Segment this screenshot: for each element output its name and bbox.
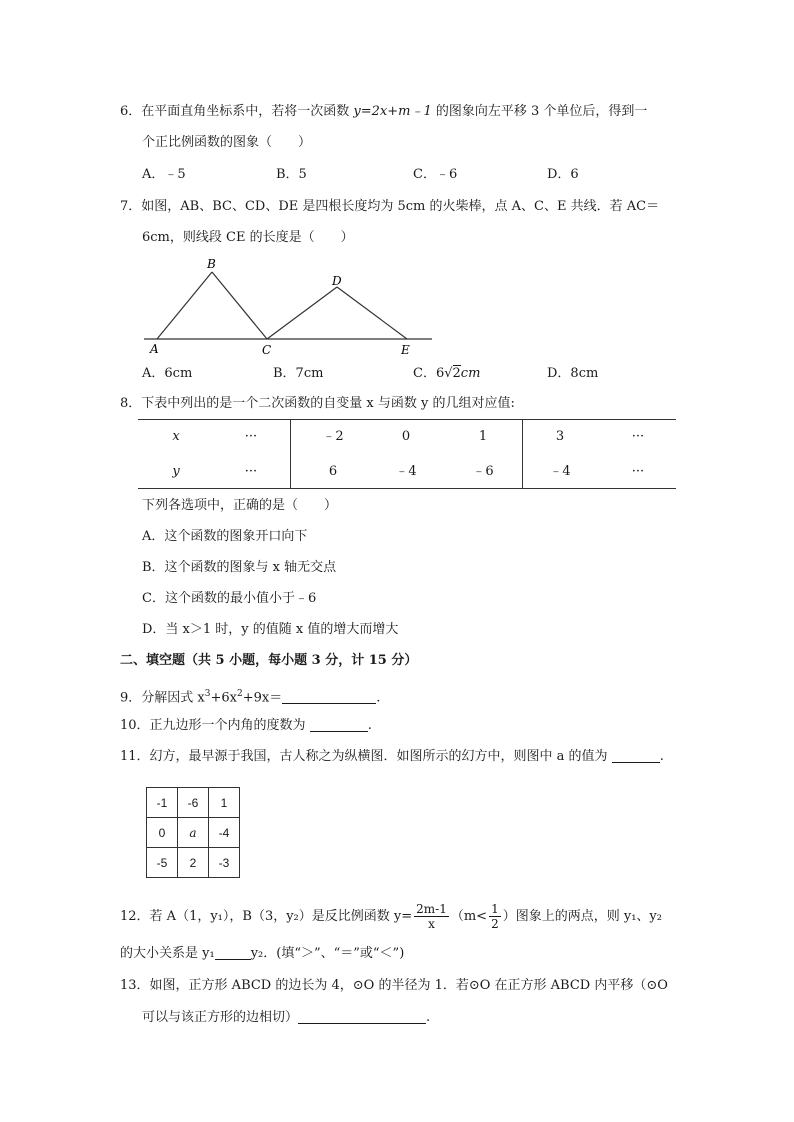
q8-prompt: 下列各选项中，正确的是（ ） (142, 498, 338, 513)
q12-frac-numerator: 2m-1 (416, 902, 447, 916)
magic-square-cell: -4 (209, 818, 240, 848)
magic-square-cell: 1 (209, 788, 240, 818)
section-heading: 二、填空题（共 5 小题，每小题 3 分，计 15 分） (120, 653, 418, 668)
table-cell: ﹣4 (395, 464, 417, 479)
q13-line1: 13．如图，正方形 ABCD 的边长为 4，⊙O 的半径为 1．若⊙O 在正方形 ABCD 内平移（⊙O (120, 978, 668, 993)
magic-square-cell: -5 (147, 848, 178, 878)
q9-answer-blank[interactable] (282, 689, 376, 704)
segment-ab (157, 272, 212, 339)
q7-option-d: D．8cm (547, 366, 599, 381)
q10-period: . (367, 718, 372, 733)
q6-text-post: 的图象向左平移 3 个单位后，得到一 (431, 104, 648, 119)
q12-line2 (120, 945, 404, 963)
label-c: C (262, 343, 272, 357)
q13-text: 可以与该正方形的边相切） (142, 1010, 299, 1025)
q12-text-post: ）图象上的两点，则 y₁、y₂ (502, 909, 662, 924)
segment-de (337, 287, 407, 339)
table-divider-2 (522, 419, 523, 489)
q7-option-c-radicand: 2 (452, 366, 461, 381)
q11-answer-blank[interactable] (612, 748, 660, 763)
label-d: D (332, 274, 342, 288)
q6-option-b: B．5 (276, 167, 307, 182)
table-cell: 3 (555, 429, 565, 444)
q6-text: 6．在平面直角坐标系中，若将一次函数 (120, 104, 354, 119)
table-divider-1 (290, 419, 291, 489)
q8-option-b: B．这个函数的图象与 x 轴无交点 (142, 560, 337, 575)
q7-line1: 7．如图，AB、BC、CD、DE 是四根长度均为 5cm 的火柴棒，点 A、C、E 共线．若 AC＝ (120, 199, 660, 214)
q12-text-line2-post: y₂．(填“＞”、“＝”或“＜”) (250, 946, 405, 961)
q12-frac-denominator: x (428, 917, 435, 931)
q8-option-a: A．这个函数的图象开口向下 (142, 529, 308, 544)
table-bottom-rule (138, 488, 676, 489)
q12-answer-blank[interactable] (215, 945, 251, 960)
q12-line1 (120, 900, 662, 934)
q7-option-c-unit: cm (460, 366, 481, 381)
magic-square-cell: 0 (147, 818, 178, 848)
table-cell: 1 (478, 429, 488, 444)
table-cell: ··· (631, 464, 645, 479)
q9-exp2: 2 (236, 689, 243, 699)
q9-line (120, 685, 380, 707)
q6-line2: 个正比例函数的图象（ ） (142, 135, 312, 150)
magic-square-cell: a (178, 818, 209, 848)
q11-text: 11．幻方，最早源于我国，古人称之为纵横图．如图所示的幻方中，则图中 a 的值为 (120, 749, 612, 764)
q9-period: . (376, 690, 381, 706)
q6-expression: y=2x+m﹣1 (353, 104, 432, 119)
q10-line (120, 717, 372, 735)
sqrt-sign: √ (444, 366, 453, 381)
q12-text-line2: 的大小关系是 y₁ (120, 946, 215, 961)
q7-option-a: A．6cm (142, 366, 193, 381)
q7-option-c (413, 365, 480, 383)
q7-option-b: B．7cm (273, 366, 324, 381)
q12-text-mid: （m< (450, 909, 488, 924)
table-top-rule (138, 419, 676, 420)
table-cell: x (172, 429, 180, 444)
magic-square-cell: 2 (178, 848, 209, 878)
q6-option-d: D．6 (547, 167, 579, 182)
q7-line2: 6cm，则线段 CE 的长度是（ ） (142, 230, 354, 245)
label-a: A (150, 342, 159, 356)
segment-cd (267, 287, 337, 339)
table-cell: ··· (244, 429, 258, 444)
q12-text: 12．若 A（1，y₁），B（3，y₂）是反比例函数 y= (120, 909, 413, 924)
table-cell: ﹣2 (322, 429, 344, 444)
q9-text: 9．分解因式 x (120, 690, 205, 706)
q6-option-c: C．﹣6 (413, 167, 458, 182)
q10-text: 10．正九边形一个内角的度数为 (120, 718, 310, 733)
label-e: E (401, 343, 410, 357)
q11-line (120, 748, 664, 766)
q10-answer-blank[interactable] (310, 717, 368, 732)
q7-option-c-coef: C．6 (413, 366, 445, 381)
q13-period: . (426, 1010, 431, 1025)
q6-line1 (120, 103, 647, 121)
q12-frac2-denominator: 2 (491, 917, 499, 931)
segment-bc (212, 272, 267, 339)
q8-option-c: C．这个函数的最小值小于﹣6 (142, 591, 317, 606)
q12-fraction-half (489, 902, 501, 931)
table-cell: ··· (244, 464, 258, 479)
q13-answer-blank[interactable] (298, 1009, 426, 1024)
magic-square (146, 787, 240, 878)
magic-square-cell: -6 (178, 788, 209, 818)
q8-intro: 8．下表中列出的是一个二次函数的自变量 x 与函数 y 的几组对应值: (120, 396, 515, 411)
magic-square-cell: -3 (209, 848, 240, 878)
magic-square-cell: -1 (147, 788, 178, 818)
table-cell: 0 (401, 429, 411, 444)
q8-table (138, 419, 676, 489)
q9-text-mid2: +9x＝ (242, 690, 283, 706)
q9-text-mid1: +6x (210, 690, 237, 706)
q8-option-d: D．当 x＞1 时，y 的值随 x 值的增大而增大 (142, 622, 399, 637)
label-b: B (207, 257, 216, 271)
q12-frac2-numerator: 1 (491, 902, 499, 916)
table-cell: ﹣4 (549, 464, 571, 479)
table-cell: ﹣6 (472, 464, 494, 479)
q7-figure (140, 255, 440, 360)
q12-fraction-main (414, 902, 449, 931)
q9-exp1: 3 (204, 689, 211, 699)
table-cell: y (172, 464, 180, 479)
table-cell: 6 (328, 464, 338, 479)
table-cell: ··· (631, 429, 645, 444)
q13-line2 (142, 1009, 430, 1027)
q6-option-a: A．﹣5 (142, 167, 186, 182)
q11-period: . (659, 749, 664, 764)
